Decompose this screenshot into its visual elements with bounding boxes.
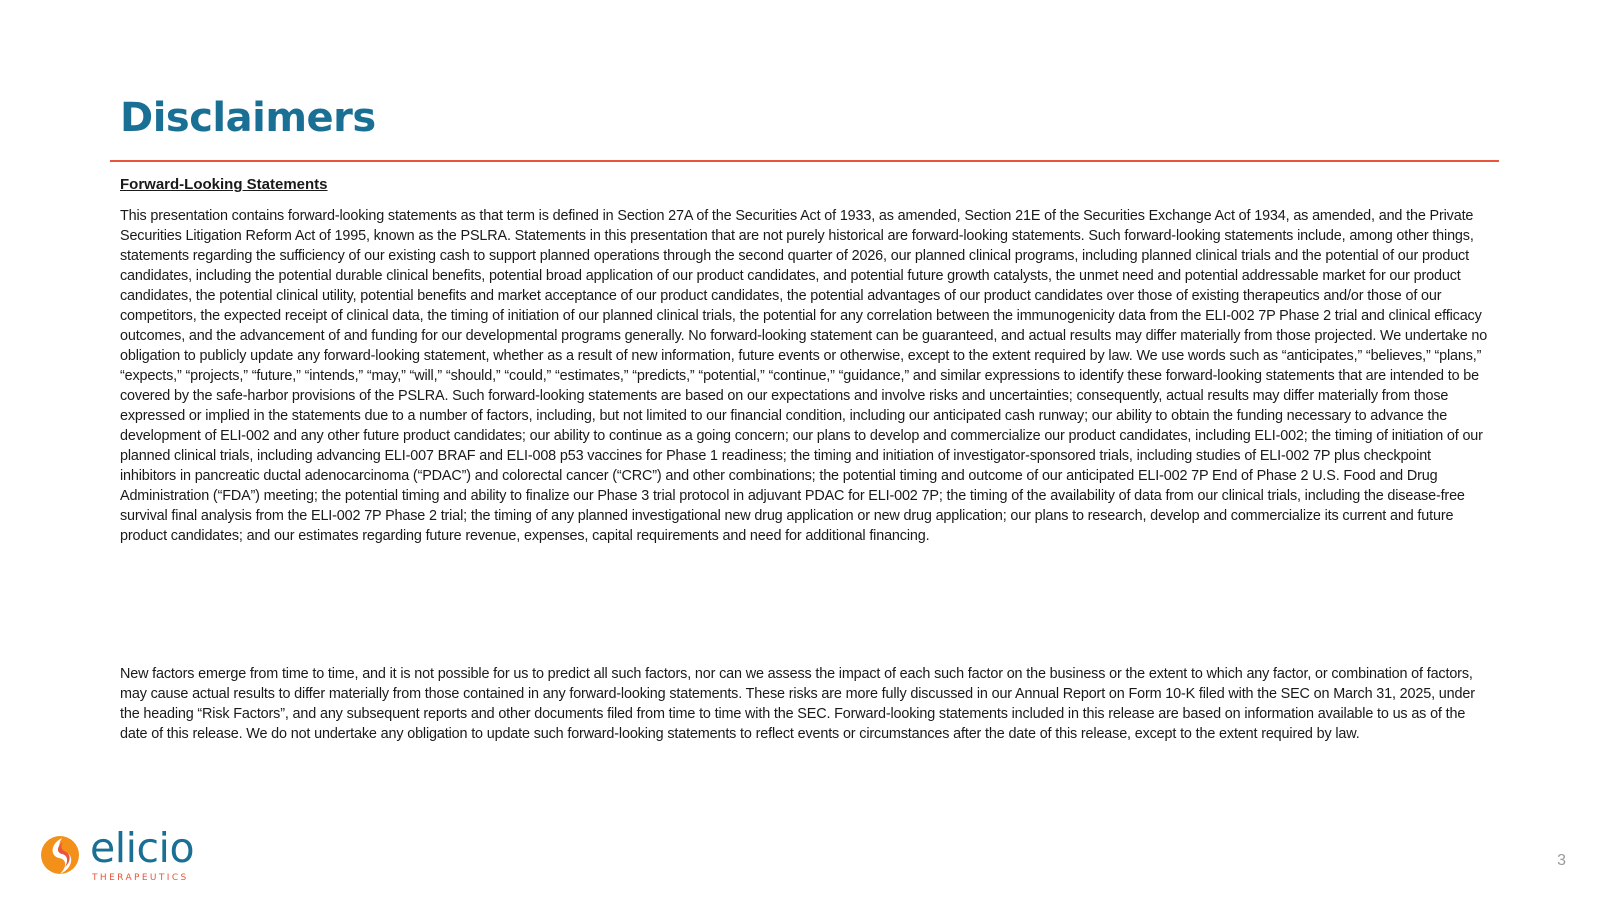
logo-subtitle: THERAPEUTICS xyxy=(92,873,189,883)
company-logo xyxy=(40,824,210,889)
title-divider xyxy=(110,160,1499,162)
disclaimer-paragraph-2: New factors emerge from time to time, and it is not possible for us to predict all such factors, nor can we assess the impact of each such factor on the business or the extent to which any factor, or combination of factors, may cause actual results to differ materially from those contained in any forward-looking statements. These risks are more fully discussed in our Annual Report on Form 10-K filed with the SEC on March 31, 2025, under the heading “Risk Factors”, and any subsequent reports and other documents filed from time to time with the SEC. Forward-looking statements included in this release are based on information available to us as of the date of this release. We do not undertake any obligation to update such forward-looking statements to reflect events or circumstances after the date of this release, except to the extent required by law. xyxy=(120,666,1475,742)
disclaimer-paragraph-1: This presentation contains forward-looking statements as that term is defined in Section 27A of the Securities Act of 1933, as amended, Section 21E of the Securities Exchange Act of 1934, as amended, and the Private Securities Litigation Reform Act of 1995, known as the PSLRA. Statements in this presentation that are not purely historical are forward-looking statements. Such forward-looking statements include, among other things, statements regarding the sufficiency of our existing cash to support planned operations through the second quarter of 2026, our planned clinical programs, including planned clinical trials and the potential of our product candidates, including the potential durable clinical benefits, potential broad application of our product candidates, and potential future growth catalysts, the unmet need and potential addressable market for our product candidates, the potential clinical utility, potential benefits and market acceptance of our product candidates, the potential advantages of our product candidates over those of existing therapeutics and/or those of our competitors, the expected receipt of clinical data, the timing of initiation of our planned clinical trials, the potential for any correlation between the immunogenicity data from the ELI-002 7P Phase 2 trial and clinical efficacy outcomes, and the advancement of and funding for our developmental programs generally. No forward-looking statement can be guaranteed, and actual results may differ materially from those projected. We undertake no obligation to publicly update any forward-looking statement, whether as a result of new information, future events or otherwise, except to the extent required by law. We use words such as “anticipates,” “believes,” “plans,” “expects,” “projects,” “future,” “intends,” “may,” “will,” “should,” “could,” “estimates,” “predicts,” “potential,” “continue,” “guidance,” and similar expressions to identify these forward-looking statements that are intended to be covered by the safe-harbor provisions of the PSLRA. Such forward-looking statements are based on our expectations and involve risks and uncertainties; consequently, actual results may differ materially from those expressed or implied in the statements due to a number of factors, including, but not limited to our financial condition, including our anticipated cash runway; our ability to obtain the funding necessary to advance the development of ELI-002 and any other future product candidates; our ability to continue as a going concern; our plans to develop and commercialize our product candidates, including ELI-002; the timing of initiation of our planned clinical trials, including advancing ELI-007 BRAF and ELI-008 p53 vaccines for Phase 1 readiness; the timing and initiation of investigator-sponsored trials, including studies of ELI-002 7P plus checkpoint inhibitors in pancreatic ductal adenocarcinoma (“PDAC”) and colorectal cancer (“CRC”) and other combinations; the potential timing and outcome of our anticipated ELI-002 7P End of Phase 2 U.S. Food and Drug Administration (“FDA”) meeting; the potential timing and ability to finalize our Phase 3 trial protocol in adjuvant PDAC for ELI-002 7P; the timing of the availability of data from our clinical trials, including the disease-free survival final analysis from the ELI-002 7P Phase 2 trial; the timing of any planned investigational new drug application or new drug application; our plans to research, develop and commercialize its current and future product candidates; and our estimates regarding future revenue, expenses, capital requirements and need for additional financing. xyxy=(120,208,1488,544)
logo-wordmark: elicio xyxy=(90,824,195,872)
section-heading: Forward-Looking Statements xyxy=(120,176,328,193)
slide-title: Disclaimers xyxy=(120,95,376,141)
page-number: 3 xyxy=(1557,852,1566,869)
flame-swirl-icon xyxy=(40,834,82,876)
